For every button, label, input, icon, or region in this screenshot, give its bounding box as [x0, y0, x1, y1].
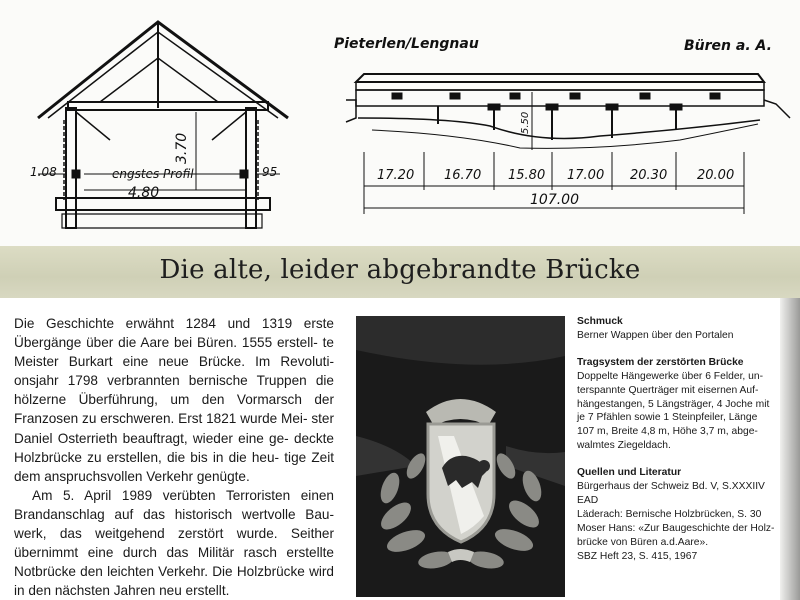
schmuck-text: Berner Wappen über den Portalen	[577, 329, 734, 341]
text-line: tige Zeit dem anspruchsvollen Verkehr genügte.	[14, 449, 335, 484]
text-line: walmtes Ziegeldach.	[577, 440, 671, 452]
text-line: Bürgerhaus der Schweiz Bd. V, S.XXXIIV	[577, 481, 765, 493]
text-line: Übergänge über die Aare bei Büren. 1555 erstell-	[14, 335, 318, 351]
text-line: EAD	[577, 494, 599, 506]
text-line: Läderach: Bernische Holzbrücken, S. 30	[577, 508, 762, 520]
page-title: Die alte, leider abgebrandte Brücke	[159, 255, 641, 285]
span-label: 20.30	[630, 168, 668, 183]
width-label: 4.80	[128, 185, 160, 201]
text-line: hängestangen, 5 Längsträger, 4 Joche mit	[577, 398, 770, 410]
cross-section-drawing	[38, 22, 288, 228]
span-label: 17.00	[567, 168, 605, 183]
place-right-label: Büren a. A.	[684, 38, 772, 54]
history-text	[14, 314, 334, 600]
text-line: Die Geschichte erwähnt 1284 und 1319 erste	[14, 316, 334, 331]
elevation-height-label: 5.50	[520, 111, 531, 134]
text-line: 107 m, Breite 4,8 m, Höhe 3,7 m, abge-	[577, 426, 758, 438]
span-label: 15.80	[508, 168, 546, 183]
schmuck-heading: Schmuck	[577, 316, 623, 327]
text-line: Notbrücke den leichten Verkehr. Die Holzbrücke	[14, 564, 305, 580]
text-line: Brandanschlag auf das historisch wertvolle Bau-	[14, 506, 334, 522]
text-line: je 7 Pfählen sowie 1 Steinpfeiler, Länge	[577, 412, 758, 424]
coat-of-arms-photo	[356, 316, 565, 597]
text-line: brücke von Büren a.d.Aare».	[577, 536, 709, 548]
text-line: hölzerne Überführung, um den Vormarsch der	[14, 392, 334, 408]
tragsystem-section	[577, 356, 782, 453]
text-line: deckte Holzbrücke zu erstellen, die bis in die heu-	[14, 430, 334, 465]
text-line: SBZ Heft 23, S. 415, 1967	[577, 550, 698, 562]
place-left-label: Pieterlen/Lengnau	[334, 36, 479, 52]
text-line: werk, das weitgehend zerstört wurde. Seither	[14, 526, 334, 542]
info-sidebar	[577, 315, 782, 577]
text-line: Am 5. April 1989 verübten Terroristen einen	[32, 487, 334, 503]
text-line: wird in den nächsten Jahren neu erstellt.	[14, 564, 334, 599]
drawings-svg	[0, 0, 800, 246]
schmuck-section	[577, 315, 782, 343]
history-paragraph-2	[14, 486, 334, 600]
total-length-label: 107.00	[530, 192, 579, 208]
profile-label: engstes Profil	[112, 167, 194, 181]
text-line: te Meister Burkart eine neue Brücke. Im Revoluti-	[14, 335, 334, 370]
text-line: Moser Hans: «Zur Baugeschichte der Holz-	[577, 522, 775, 534]
technical-drawings	[0, 0, 800, 246]
text-line: übernimmt eine durch das Militär rasch erstellte	[14, 545, 334, 561]
quellen-heading: Quellen und Literatur	[577, 467, 682, 479]
page-edge-shadow	[780, 298, 800, 600]
text-line: onsjahr 1798 verbrannten bernische Truppen die	[14, 373, 334, 389]
height-label: 3.70	[174, 132, 190, 164]
quellen-section	[577, 466, 782, 563]
text-line: Franzosen zu erschweren. Erst 1821 wurde Mei-	[14, 411, 308, 427]
history-paragraph-1	[14, 314, 334, 486]
bern-coat-of-arms-icon	[356, 316, 565, 597]
span-label: 16.70	[444, 168, 482, 183]
text-line: Doppelte Hängewerke über 6 Felder, un-	[577, 370, 764, 382]
text-line: terspannte Querträger mit eisernen Auf-	[577, 384, 759, 396]
span-label: 20.00	[697, 168, 735, 183]
text-line: ster Daniel Osterrieth beauftragt, wieder eine ge-	[14, 411, 334, 446]
left-dimension-label: 1.08	[30, 165, 57, 179]
span-label: 17.20	[377, 168, 415, 183]
tragsystem-heading: Tragsystem der zerstörten Brücke	[577, 356, 744, 368]
right-dimension-label: 95	[262, 165, 278, 179]
